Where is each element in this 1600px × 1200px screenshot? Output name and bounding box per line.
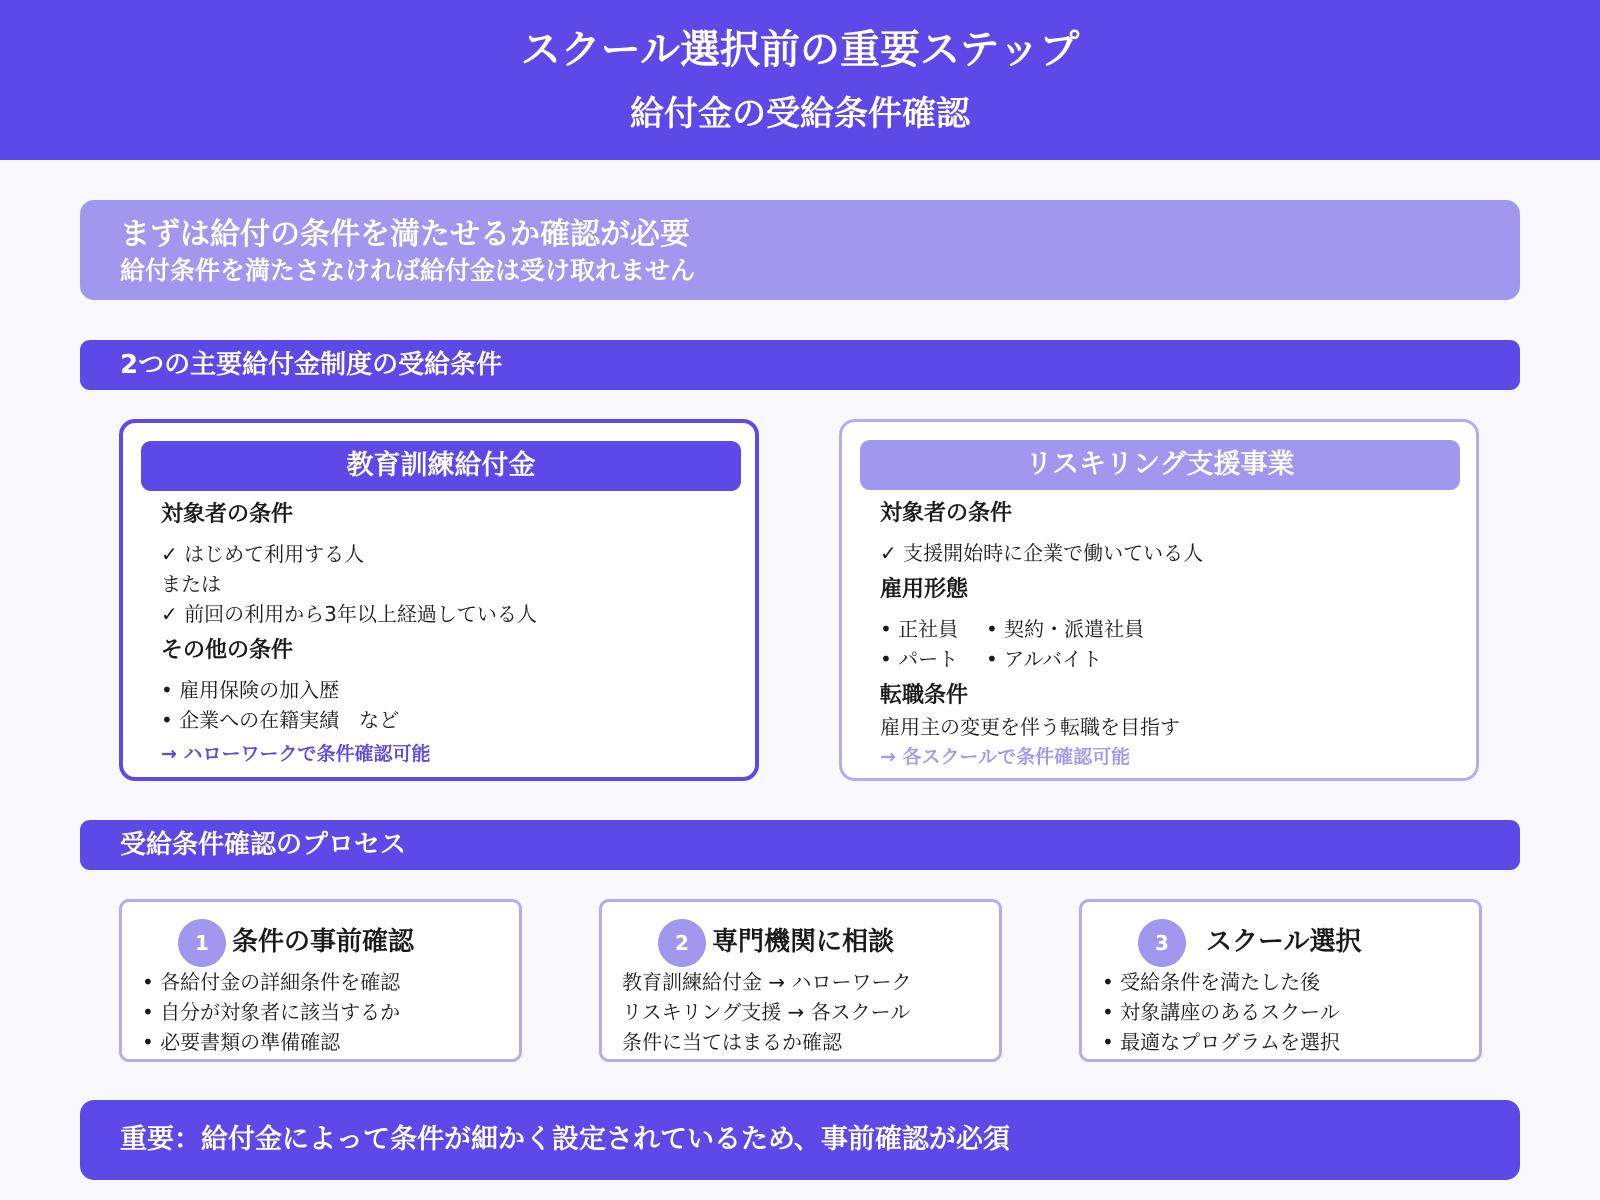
step-title: スクール選択 (1206, 927, 1362, 957)
process-step-2 (599, 899, 1002, 1062)
step-line: • 必要書類の準備確認 (142, 1030, 341, 1054)
header-banner (0, 0, 1600, 160)
step-body (1102, 967, 1469, 1057)
step-line: リスキリング支援 → 各スクール (622, 1000, 911, 1024)
step-number-badge: 1 (178, 919, 226, 967)
card-content (880, 498, 1456, 772)
page-subtitle: 給付金の受給条件確認 (630, 94, 970, 134)
employment-item: • 正社員 (880, 617, 959, 641)
step-line: 条件に当てはまるか確認 (622, 1030, 842, 1054)
important-note-banner: 重要：給付金によって条件が細かく設定されているため、事前確認が必須 (80, 1100, 1520, 1180)
employment-row (880, 644, 1456, 674)
employment-item: • 契約・派遣社員 (986, 617, 1145, 641)
eligibility-item: ✓ 支援開始時に企業で働いている人 (880, 541, 1204, 565)
section-heading-conditions: 2つの主要給付金制度の受給条件 (80, 340, 1520, 390)
eligibility-item: ✓ 前回の利用から3年以上経過している人 (161, 602, 537, 626)
job-change-text: 雇用主の変更を伴う転職を目指す (880, 715, 1180, 739)
step-number-badge: 2 (658, 919, 706, 967)
other-condition-item: • 雇用保険の加入歴 (161, 678, 340, 702)
step-line: • 各給付金の詳細条件を確認 (142, 970, 401, 994)
card-title: 教育訓練給付金 (141, 441, 741, 491)
job-change-heading: 転職条件 (880, 683, 969, 708)
intro-line-2: 給付条件を満たさなければ給付金は受け取れません (120, 256, 696, 285)
step-line: • 対象講座のあるスクール (1102, 1000, 1340, 1024)
employment-type-heading: 雇用形態 (880, 577, 969, 602)
intro-banner (80, 200, 1520, 300)
intro-line-1: まずは給付の条件を満たせるか確認が必要 (120, 217, 690, 252)
hellowork-link[interactable]: → ハローワークで条件確認可能 (161, 743, 431, 765)
eligibility-item: ✓ はじめて利用する人 (161, 542, 365, 566)
employment-row (880, 614, 1456, 644)
section-heading-process: 受給条件確認のプロセス (80, 820, 1520, 870)
card-education-training-benefit (119, 419, 759, 781)
step-title: 専門機関に相談 (712, 927, 895, 957)
step-body (622, 967, 989, 1057)
card-reskilling-support (839, 419, 1479, 781)
employment-item: • パート (880, 647, 959, 671)
page-title: スクール選択前の重要ステップ (520, 27, 1080, 73)
step-body (142, 967, 509, 1057)
eligibility-or: または (161, 572, 221, 596)
process-step-3 (1079, 899, 1482, 1062)
card-title: リスキリング支援事業 (860, 440, 1460, 490)
step-line: 教育訓練給付金 → ハローワーク (622, 970, 912, 994)
step-line: • 自分が対象者に該当するか (142, 1000, 401, 1024)
step-number-badge: 3 (1138, 919, 1186, 967)
eligibility-heading: 対象者の条件 (161, 502, 294, 527)
employment-item: • アルバイト (986, 647, 1102, 671)
step-title: 条件の事前確認 (232, 927, 415, 957)
other-conditions-heading: その他の条件 (161, 638, 294, 663)
other-condition-item: • 企業への在籍実績 など (161, 708, 400, 732)
process-step-1 (119, 899, 522, 1062)
school-check-link[interactable]: → 各スクールで条件確認可能 (880, 746, 1131, 768)
step-line: • 最適なプログラムを選択 (1102, 1030, 1340, 1054)
card-content (161, 499, 735, 769)
eligibility-heading: 対象者の条件 (880, 501, 1013, 526)
step-line: • 受給条件を満たした後 (1102, 970, 1321, 994)
